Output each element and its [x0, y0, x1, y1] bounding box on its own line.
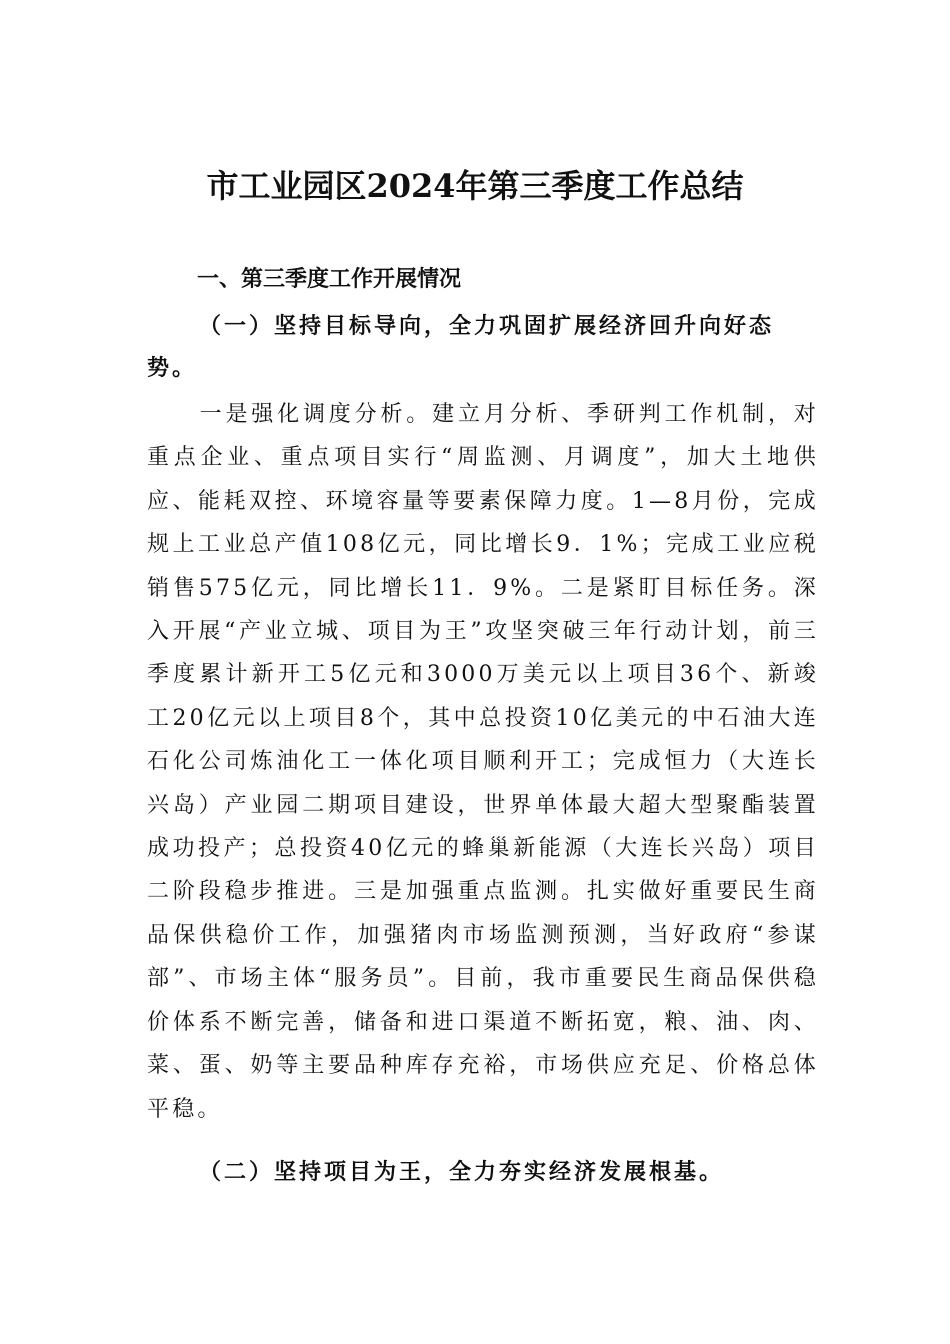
subsection-heading-2-text: （二）坚持项目为王，全力夯实经济发展根基。 [199, 1159, 725, 1185]
body-paragraph-1-text: 一是强化调度分析。建立月分析、季研判工作机制，对重点企业、重点项目实行“周监测、月调度”，加大土地供应、能耗双控、环境容量等要素保障力度。1—8月份，完成规上工业总产值108亿元，同比增长9．1%；完成工业应税销售575亿元，同比增长11．9%。二是紧盯目标任务。深入开展“产业立城、项目为王”攻坚突破三年行动计划，前三季度累计新开工5亿元和3000万美元以上项目36个、新竣工20亿元以上项目8个，其中总投资10亿美元的中石油大连石化公司炼油化工一体化项目顺利开工；完成恒力（大连长兴岛）产业园二期项目建设，世界单体最大超大型聚酯装置成功投产；总投资40亿元的蜂巢新能源（大连长兴岛）项目二阶段稳步推进。三是加强重点监测。扎实做好重要民生商品保供稳价工作，加强猪肉市场监测预测，当好政府“参谋部”、市场主体“服务员”。目前，我市重要民生商品保供稳价体系不断完善，储备和进口渠道不断拓宽，粮、油、肉、菜、蛋、奶等主要品种库存充裕，市场供应充足、价格总体平稳。 [147, 402, 819, 1122]
subsection-heading-1 [147, 305, 807, 389]
document-title: 市工业园区2024年第三季度工作总结 [206, 167, 744, 205]
section-heading-1: 一、第三季度工作开展情况 [197, 267, 462, 292]
body-paragraph-1 [147, 393, 819, 1131]
subsection-heading-2 [147, 1151, 807, 1193]
subsection-heading-1-text: （一）坚持目标导向，全力巩固扩展经济回升向好态势。 [147, 313, 775, 381]
